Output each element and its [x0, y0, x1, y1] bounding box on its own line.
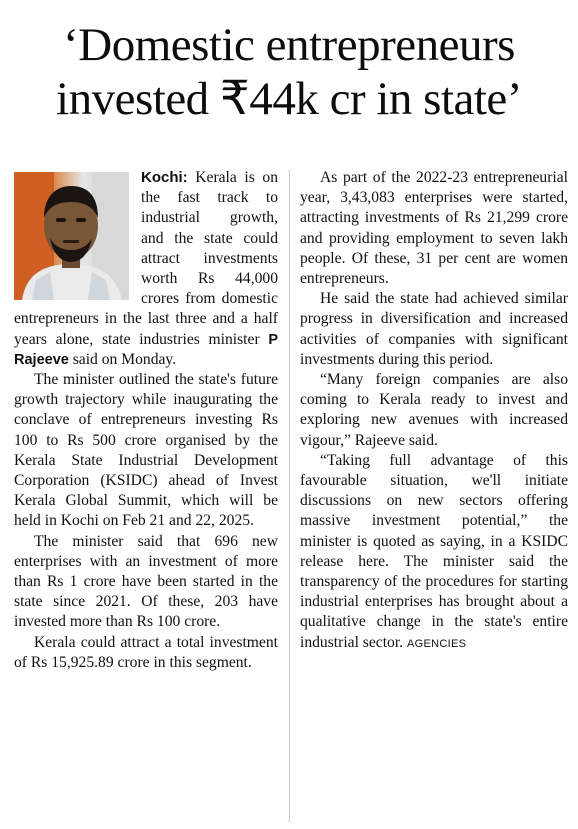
dateline: Kochi:	[141, 169, 188, 186]
article-paragraph-1	[14, 168, 278, 370]
headline	[0, 18, 578, 126]
article-column-left	[14, 168, 278, 673]
article-column-right	[300, 168, 568, 654]
headline-line-1: ‘Domestic entrepreneurs	[63, 19, 515, 71]
paragraph-8-text: “Taking full advantage of this favourable situation, we'll initiate discussions on new sectors offering massive investment potential,” the minister is quoted as saying, in a KSIDC release here. The minister said the transparency of the procedures for starting industrial enterprises has brought about a qualitative change in the state's entire industrial sector.	[300, 451, 568, 651]
article-paragraph-2: The minister outlined the state's future growth trajectory while inaugurating the conclave of entrepreneurs investing Rs 100 to Rs 500 crore organised by the Kerala State Industrial Development Corporation (KSIDC) ahead of Invest Kerala Global Summit, which will be held in Kochi on Feb 21 and 22, 2025.	[14, 371, 278, 530]
article-paragraph-3: The minister said that 696 new enterprises with an investment of more than Rs 1 crore have been started in the state since 2021. Of these, 203 have invested more than Rs 100 crore.	[14, 532, 278, 631]
article-paragraph-6: He said the state had achieved similar progress in diversification and increased activities of companies with significant investments during this period.	[300, 290, 568, 368]
headline-line-2: invested ₹44k cr in state’	[56, 73, 522, 125]
agency-credit: AGENCIES	[406, 637, 467, 650]
article-paragraph-7: “Many foreign companies are also coming to Kerala ready to invest and exploring new avenues with increased vigour,” Rajeeve said.	[300, 371, 568, 449]
article-paragraph-5: As part of the 2022-23 entrepreneurial year, 3,43,083 enterprises were started, attracting investments of Rs 21,299 crore and providing employment to seven lakh people. Of these, 31 per cent are women entrepreneurs.	[300, 169, 568, 288]
column-divider	[289, 170, 290, 822]
person-portrait-icon	[14, 172, 129, 300]
article-paragraph-4: Kerala could attract a total investment of Rs 15,925.89 crore in this segment.	[14, 633, 278, 671]
paragraph-1-end: said on Monday.	[68, 350, 177, 368]
article-paragraph-8	[300, 451, 568, 654]
paragraph-1-text: Kerala is on the fast track to industrial growth, and the state could attract investments worth Rs 44,000 crores from domestic entrepreneurs in the last three and a half years alone, state industries minister	[14, 169, 278, 348]
minister-name: P Rajeeve	[14, 331, 278, 368]
minister-photo	[14, 172, 129, 300]
